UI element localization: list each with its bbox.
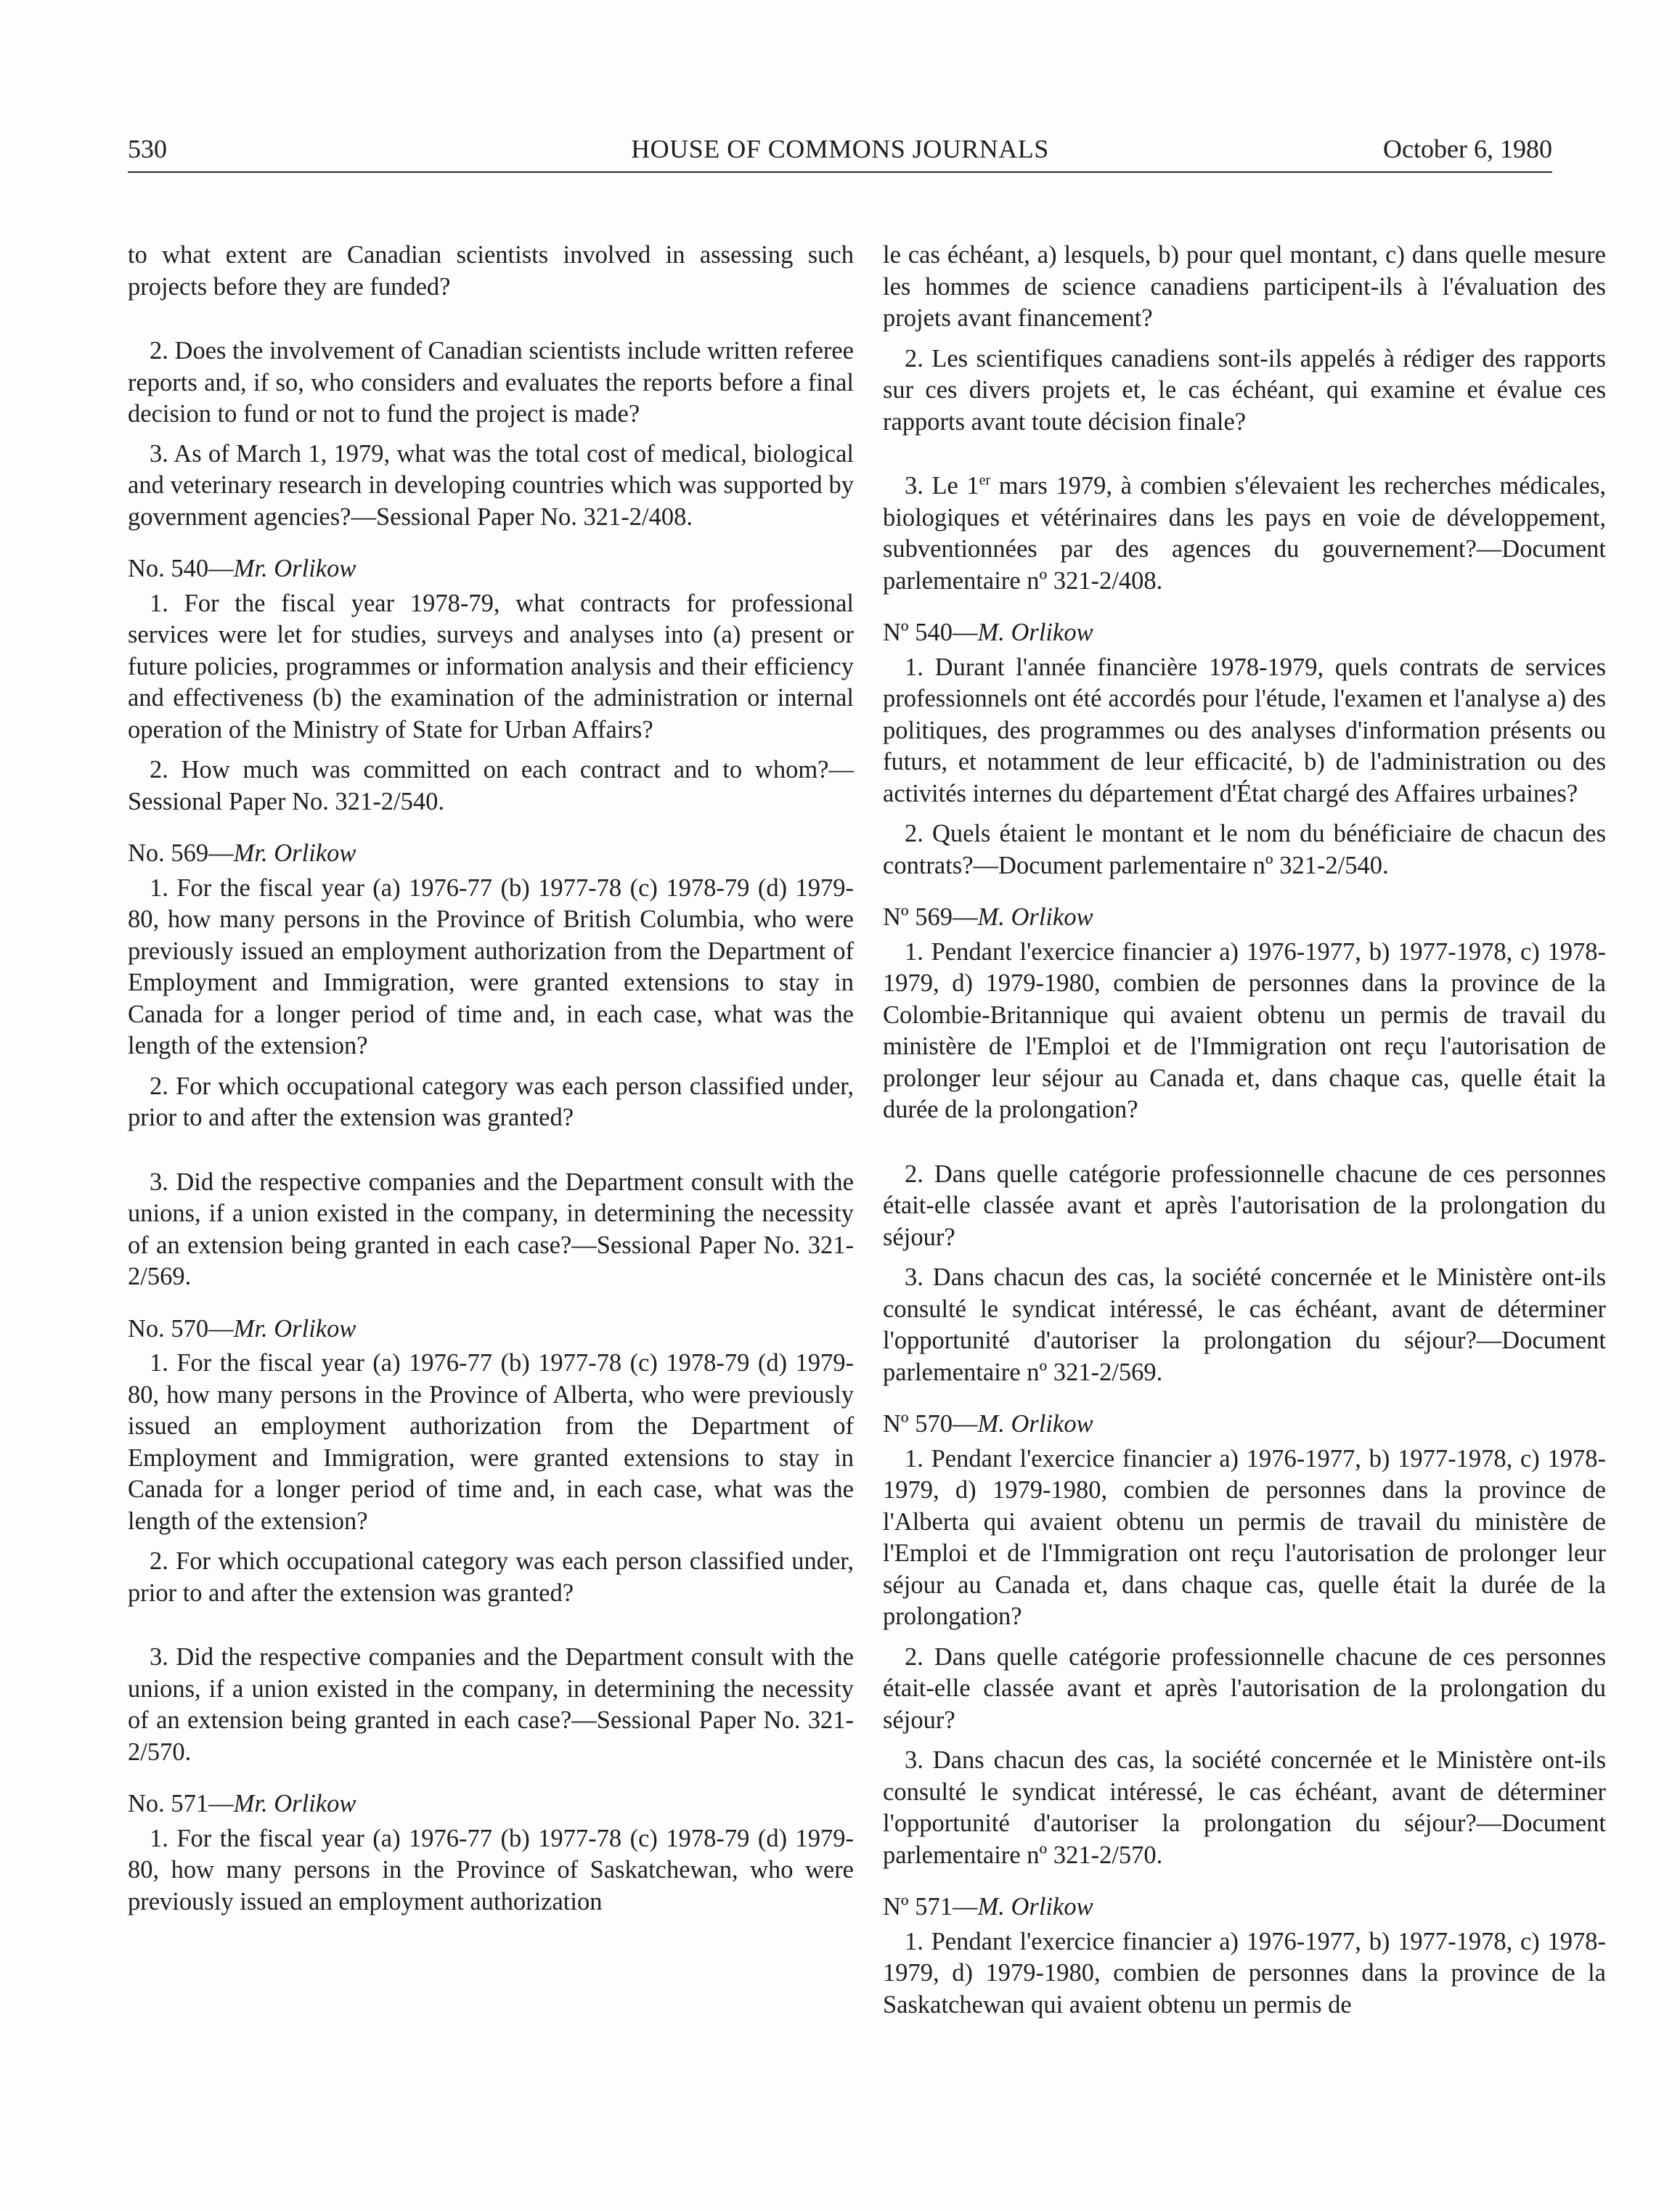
member-name: Mr. Orlikow [233, 1314, 356, 1343]
question-number: Nº 570— [883, 1410, 978, 1438]
question-number: No. 540— [128, 555, 234, 582]
page-header [128, 126, 1552, 171]
paragraph: 2. How much was committed on each contract and to whom?—Sessional Paper No. 321-2/540. [128, 756, 854, 815]
question-heading [883, 617, 1606, 649]
paragraph: 1. For the fiscal year (a) 1976-77 (b) 1977-78 (c) 1978-79 (d) 1979-80, how many persons in the Province of Saskatchewan, who were previously issued an employment authorization [128, 1824, 854, 1915]
question-heading [128, 553, 854, 585]
paragraph: 3. As of March 1, 1979, what was the total cost of medical, biological and veterinary research in developing countries which was supported by government agencies?—Sessional Paper No. 321-2/408. [128, 439, 854, 531]
paragraph: 1. Durant l'année financière 1978-1979, quels contrats de services professionnels ont été accordés pour l'étude, l'examen et l'analyse a) des politiques, des programmes ou des analyses d'information présents ou futurs, et notamment de leur efficacité, b) de l'administration ou des activités internes du département d'État chargé des Affaires urbaines? [883, 653, 1606, 807]
member-name: M. Orlikow [977, 1893, 1093, 1921]
paragraph: 2. Dans quelle catégorie professionnelle chacune de ces personnes était-elle classée avant et après l'autorisation de la prolongation du séjour? [883, 1642, 1606, 1734]
header-date: October 6, 1980 [1383, 134, 1552, 163]
paragraph: to what extent are Canadian scientists involved in assessing such projects before they are funded? [128, 241, 854, 301]
member-name: M. Orlikow [977, 619, 1093, 646]
question-number: No. 571— [128, 1790, 234, 1817]
question-heading [883, 1892, 1606, 1923]
member-name: Mr. Orlikow [233, 839, 356, 867]
paragraph: 2. Does the involvement of Canadian scientists include written referee reports and, if so, who considers and evaluates the reports before a final decision to fund or not to fund the project is made? [128, 337, 854, 428]
question-heading [883, 1409, 1606, 1441]
member-name: Mr. Orlikow [233, 1790, 356, 1817]
english-column [128, 240, 854, 1918]
question-heading [128, 1788, 854, 1820]
page-number: 530 [128, 134, 167, 163]
question-heading [128, 1314, 854, 1345]
paragraph: 1. For the fiscal year (a) 1976-77 (b) 1977-78 (c) 1978-79 (d) 1979-80, how many persons in the Province of British Columbia, who were previously issued an employment authorization from the Department of Employment and Immigration, were granted extensions to stay in Canada for a longer period of time and, in each case, what was the length of the extension? [128, 874, 854, 1059]
member-name: Mr. Orlikow [233, 555, 356, 582]
paragraph: 3. Le 1er mars 1979, à combien s'élevaient les recherches médicales, biologiques et vétérinaires dans les pays en voie de développement, subventionnées par des agences du gouvernement?—Document parlementaire nº 321-2/408. [883, 472, 1606, 595]
paragraph: 3. Did the respective companies and the Department consult with the unions, if a union existed in the company, in determining the necessity of an extension being granted in each case?—Sessional Paper No. 321-2/570. [128, 1643, 854, 1766]
paragraph: 2. Quels étaient le montant et le nom du bénéficiaire de chacun des contrats?—Document parlementaire nº 321-2/540. [883, 820, 1606, 879]
french-column [883, 240, 1606, 2021]
paragraph: 2. For which occupational category was each person classified under, prior to and after the extension was granted? [128, 1547, 854, 1607]
question-heading [883, 902, 1606, 934]
paragraph: 3. Dans chacun des cas, la société concernée et le Ministère ont-ils consulté le syndicat intéressé, le cas échéant, avant de déterminer l'opportunité d'autoriser la prolongation du séjour?—Document parlementaire nº 321-2/570. [883, 1746, 1606, 1869]
paragraph: 1. For the fiscal year 1978-79, what contracts for professional services were let for studies, surveys and analyses into (a) present or future policies, programmes or information analysis and their efficiency and effectiveness (b) the examination of the administration or internal operation of the Ministry of State for Urban Affairs? [128, 589, 854, 744]
question-heading [128, 838, 854, 870]
paragraph: 2. Dans quelle catégorie professionnelle chacune de ces personnes était-elle classée avant et après l'autorisation de la prolongation du séjour? [883, 1160, 1606, 1251]
journal-title: HOUSE OF COMMONS JOURNALS [631, 134, 1049, 163]
header-rule [128, 171, 1552, 173]
member-name: M. Orlikow [977, 903, 1093, 931]
paragraph: 1. Pendant l'exercice financier a) 1976-1977, b) 1977-1978, c) 1978-1979, d) 1979-1980, combien de personnes dans la province de la Colombie-Britannique qui avaient obtenu un permis de travail du ministère de l'Emploi et de l'Immigration ont reçu l'autorisation de prolonger leur séjour au Canada et, dans chaque cas, quelle était la durée de la prolongation? [883, 937, 1606, 1123]
paragraph: 3. Did the respective companies and the Department consult with the unions, if a union existed in the company, in determining the necessity of an extension being granted in each case?—Sessional Paper No. 321-2/569. [128, 1168, 854, 1290]
paragraph: 2. For which occupational category was each person classified under, prior to and after the extension was granted? [128, 1072, 854, 1131]
paragraph: 1. For the fiscal year (a) 1976-77 (b) 1977-78 (c) 1978-79 (d) 1979-80, how many persons in the Province of Alberta, who were previously issued an employment authorization from the Department of Employment and Immigration, were granted extensions to stay in Canada for a longer period of time and, in each case, what was the length of the extension? [128, 1349, 854, 1535]
paragraph: 1. Pendant l'exercice financier a) 1976-1977, b) 1977-1978, c) 1978-1979, d) 1979-1980, combien de personnes dans la province de la Saskatchewan qui avaient obtenu un permis de [883, 1927, 1606, 2019]
paragraph: 2. Les scientifiques canadiens sont-ils appelés à rédiger des rapports sur ces divers projets et, le cas échéant, qui examine et évalue ces rapports avant toute décision finale? [883, 344, 1606, 436]
question-number: No. 570— [128, 1314, 234, 1343]
question-number: Nº 540— [883, 619, 978, 646]
question-number: No. 569— [128, 839, 234, 867]
question-number: Nº 569— [883, 903, 978, 931]
question-number: Nº 571— [883, 1893, 978, 1921]
paragraph: le cas échéant, a) lesquels, b) pour quel montant, c) dans quelle mesure les hommes de science canadiens participent-ils à l'évaluation des projets avant financement? [883, 241, 1606, 332]
member-name: M. Orlikow [977, 1410, 1093, 1438]
paragraph: 3. Dans chacun des cas, la société concernée et le Ministère ont-ils consulté le syndicat intéressé, le cas échéant, avant de déterminer l'opportunité d'autoriser la prolongation du séjour?—Document parlementaire nº 321-2/569. [883, 1263, 1606, 1386]
paragraph: 1. Pendant l'exercice financier a) 1976-1977, b) 1977-1978, c) 1978-1979, d) 1979-1980, combien de personnes dans la province de l'Alberta qui avaient obtenu un permis de travail du ministère de l'Emploi et de l'Immigration ont reçu l'autorisation de prolonger leur séjour au Canada et, dans chaque cas, quelle était la durée de la prolongation? [883, 1444, 1606, 1630]
superscript: er [979, 472, 991, 489]
